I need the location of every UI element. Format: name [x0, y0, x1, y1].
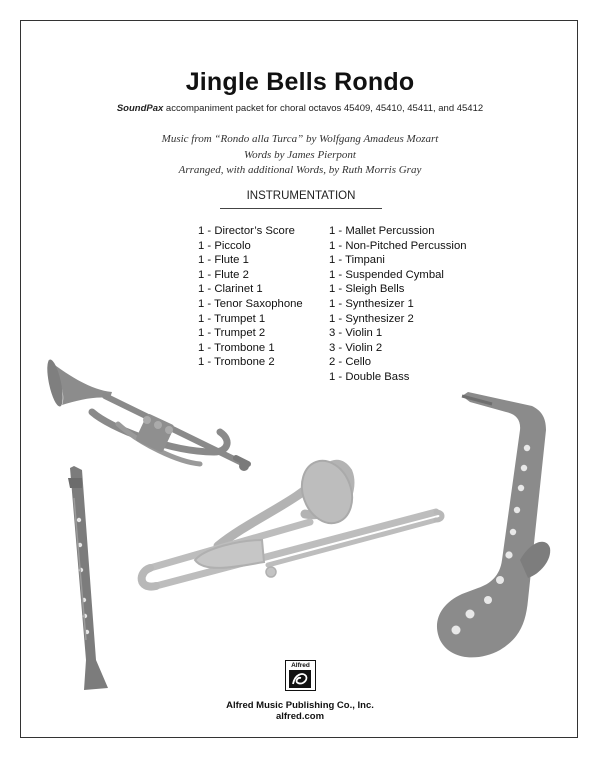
- publisher-url: alfred.com: [275, 711, 325, 722]
- subtitle-text: accompaniment packet for choral octavos 45409, 45410, 45411, and 45412: [163, 103, 484, 114]
- list-item: 1 - Trombone 1: [198, 341, 275, 354]
- list-item: 1 - Suspended Cymbal: [329, 268, 444, 281]
- subtitle-brand: SoundPax: [116, 103, 164, 114]
- list-item: 1 - Sleigh Bells: [329, 283, 405, 296]
- list-item: 1 - Trumpet 2: [198, 327, 266, 340]
- saxophone-icon: [437, 392, 550, 657]
- list-item: 1 - Double Bass: [329, 370, 410, 383]
- credit-music: Music from “Rondo alla Turca” by Wolfgang Amadeus Mozart: [161, 133, 439, 145]
- alfred-logo: [285, 660, 316, 691]
- list-item: 3 - Violin 2: [329, 341, 383, 354]
- trombone-icon: [142, 454, 442, 587]
- list-item: 1 - Synthesizer 2: [329, 312, 414, 325]
- publisher-name: Alfred Music Publishing Co., Inc.: [226, 700, 374, 711]
- clarinet-icon: [68, 466, 108, 690]
- list-item: 3 - Violin 1: [329, 327, 383, 340]
- list-item: 1 - Tenor Saxophone: [198, 297, 303, 310]
- list-item: 1 - Director’s Score: [198, 225, 295, 237]
- list-item: 1 - Timpani: [329, 254, 385, 267]
- list-item: 1 - Clarinet 1: [198, 283, 263, 296]
- list-item: 1 - Piccolo: [198, 239, 251, 252]
- list-item: 1 - Non-Pitched Percussion: [329, 239, 467, 252]
- list-item: 1 - Flute 1: [198, 254, 249, 267]
- list-item: 1 - Flute 2: [198, 268, 249, 281]
- list-item: 1 - Synthesizer 1: [329, 297, 414, 310]
- instrumentation-heading: INSTRUMENTATION: [246, 190, 356, 202]
- logo-emblem-icon: [289, 670, 311, 688]
- credit-words: Words by James Pierpont: [244, 148, 356, 161]
- logo-text: Alfred: [291, 662, 310, 669]
- list-item: 1 - Trombone 2: [198, 356, 275, 369]
- credit-arranger: Arranged, with additional Words, by Ruth Morris Gray: [178, 164, 422, 176]
- publisher: [0, 700, 600, 722]
- trumpet-icon: [44, 358, 249, 471]
- list-item: 1 - Mallet Percussion: [329, 225, 435, 237]
- page-title: Jingle Bells Rondo: [185, 68, 415, 96]
- list-item: 2 - Cello: [329, 356, 372, 369]
- list-item: 1 - Trumpet 1: [198, 312, 266, 325]
